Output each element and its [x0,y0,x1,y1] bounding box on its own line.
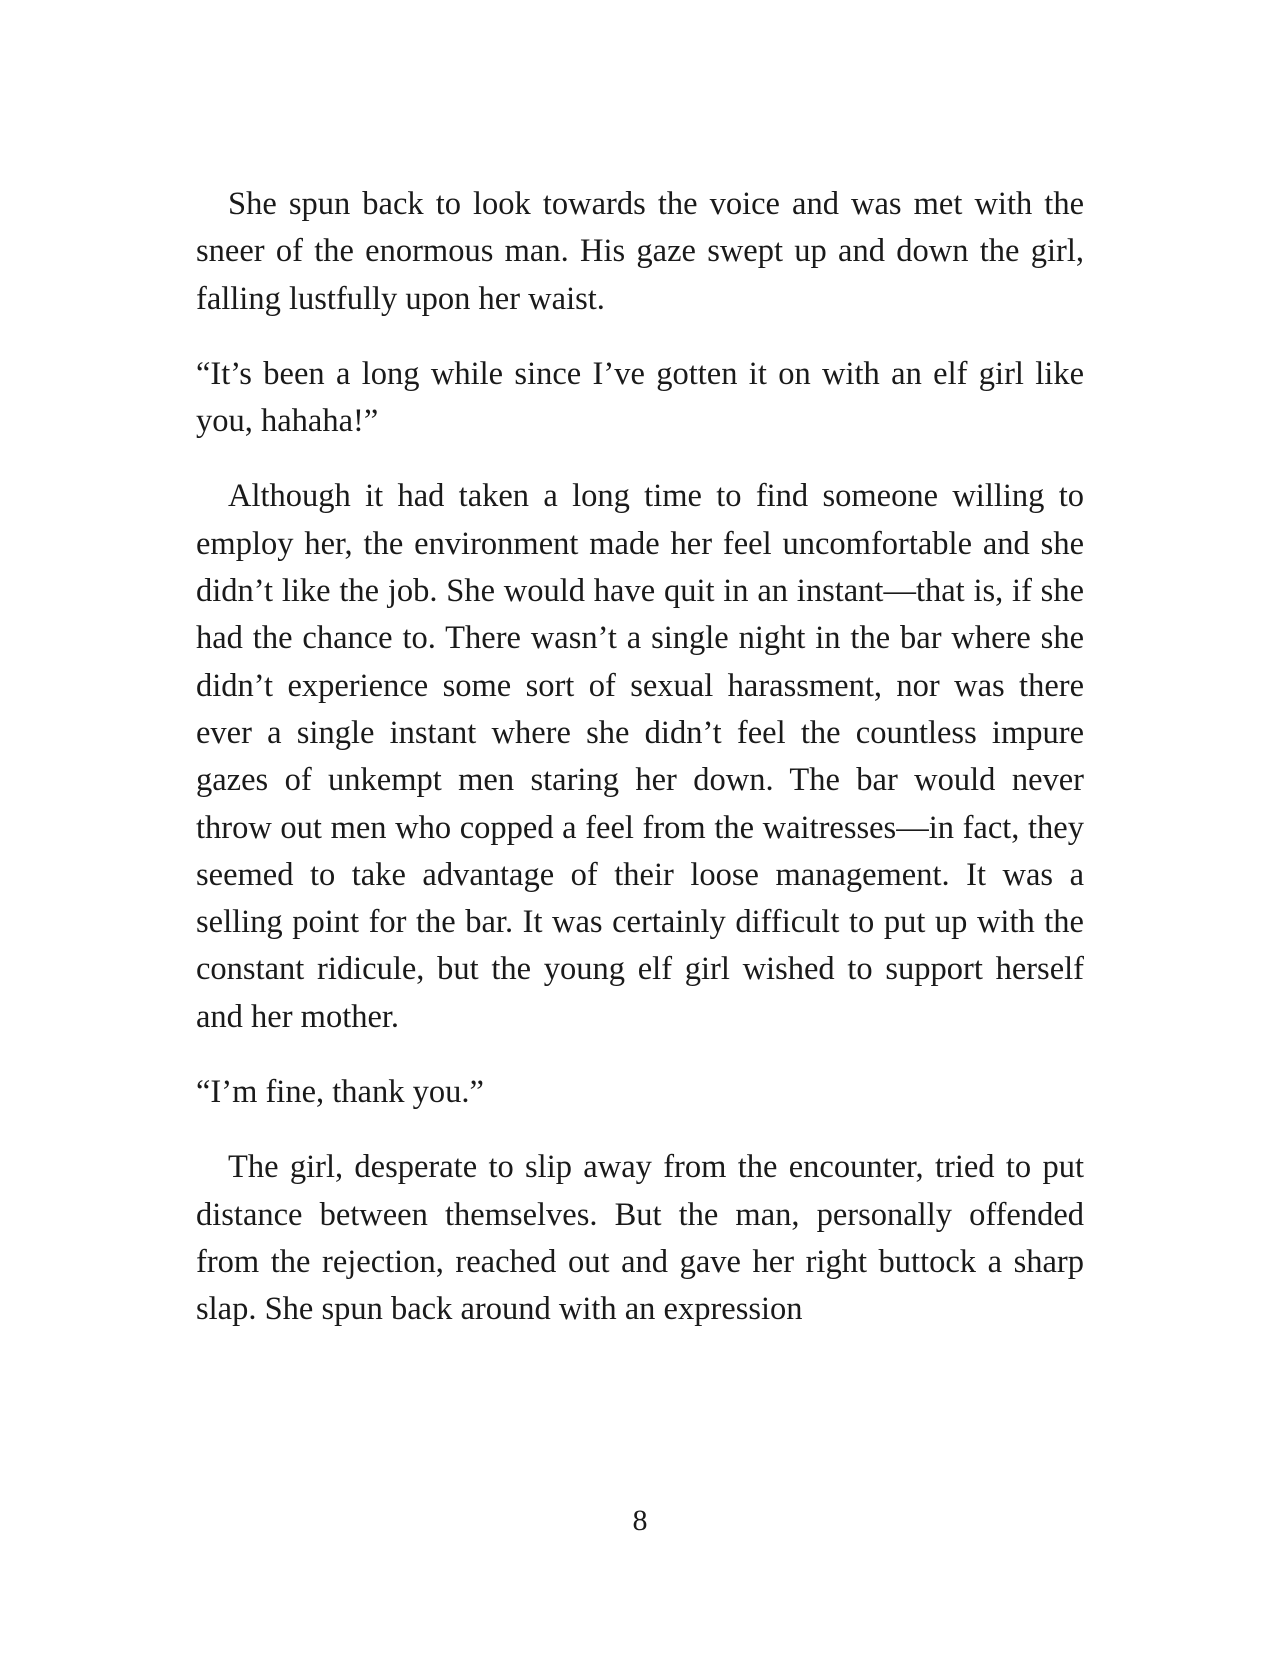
paragraph-narration: The girl, desperate to slip away from the encounter, tried to put distance between themselves. But the man, personally offended from the rejection, reached out and gave her right buttock a sharp slap. She spun back around with an expression [196,1149,1084,1328]
paragraph-dialogue: “I’m fine, thank you.” [196,1074,484,1111]
paragraph-narration: Although it had taken a long time to find someone willing to employ her, the environment made her feel uncomfortable and she didn’t like the job. She would have quit in an instant—that is, if she had the chance to. There wasn’t a single night in the bar where she didn’t experience some sort of sexual harassment, nor was there ever a single instant where she didn’t feel the countless impure gazes of unkempt men staring her down. The bar would never throw out men who copped a feel from the waitresses—in fact, they seemed to take advantage of their loose management. It was a selling point for the bar. It was certainly difficult to put up with the constant ridicule, but the young elf girl wished to support herself and her mother. [196,478,1084,1035]
body-text [196,181,1084,1334]
paragraph-narration: She spun back to look towards the voice and was met with the sneer of the enormous man. His gaze swept up and down the girl, falling lustfully upon her waist. [196,186,1084,317]
page-number: 8 [632,1504,648,1537]
paragraph-dialogue: “It’s been a long while since I’ve gotten it on with an elf girl like you, hahaha!” [196,355,1084,440]
